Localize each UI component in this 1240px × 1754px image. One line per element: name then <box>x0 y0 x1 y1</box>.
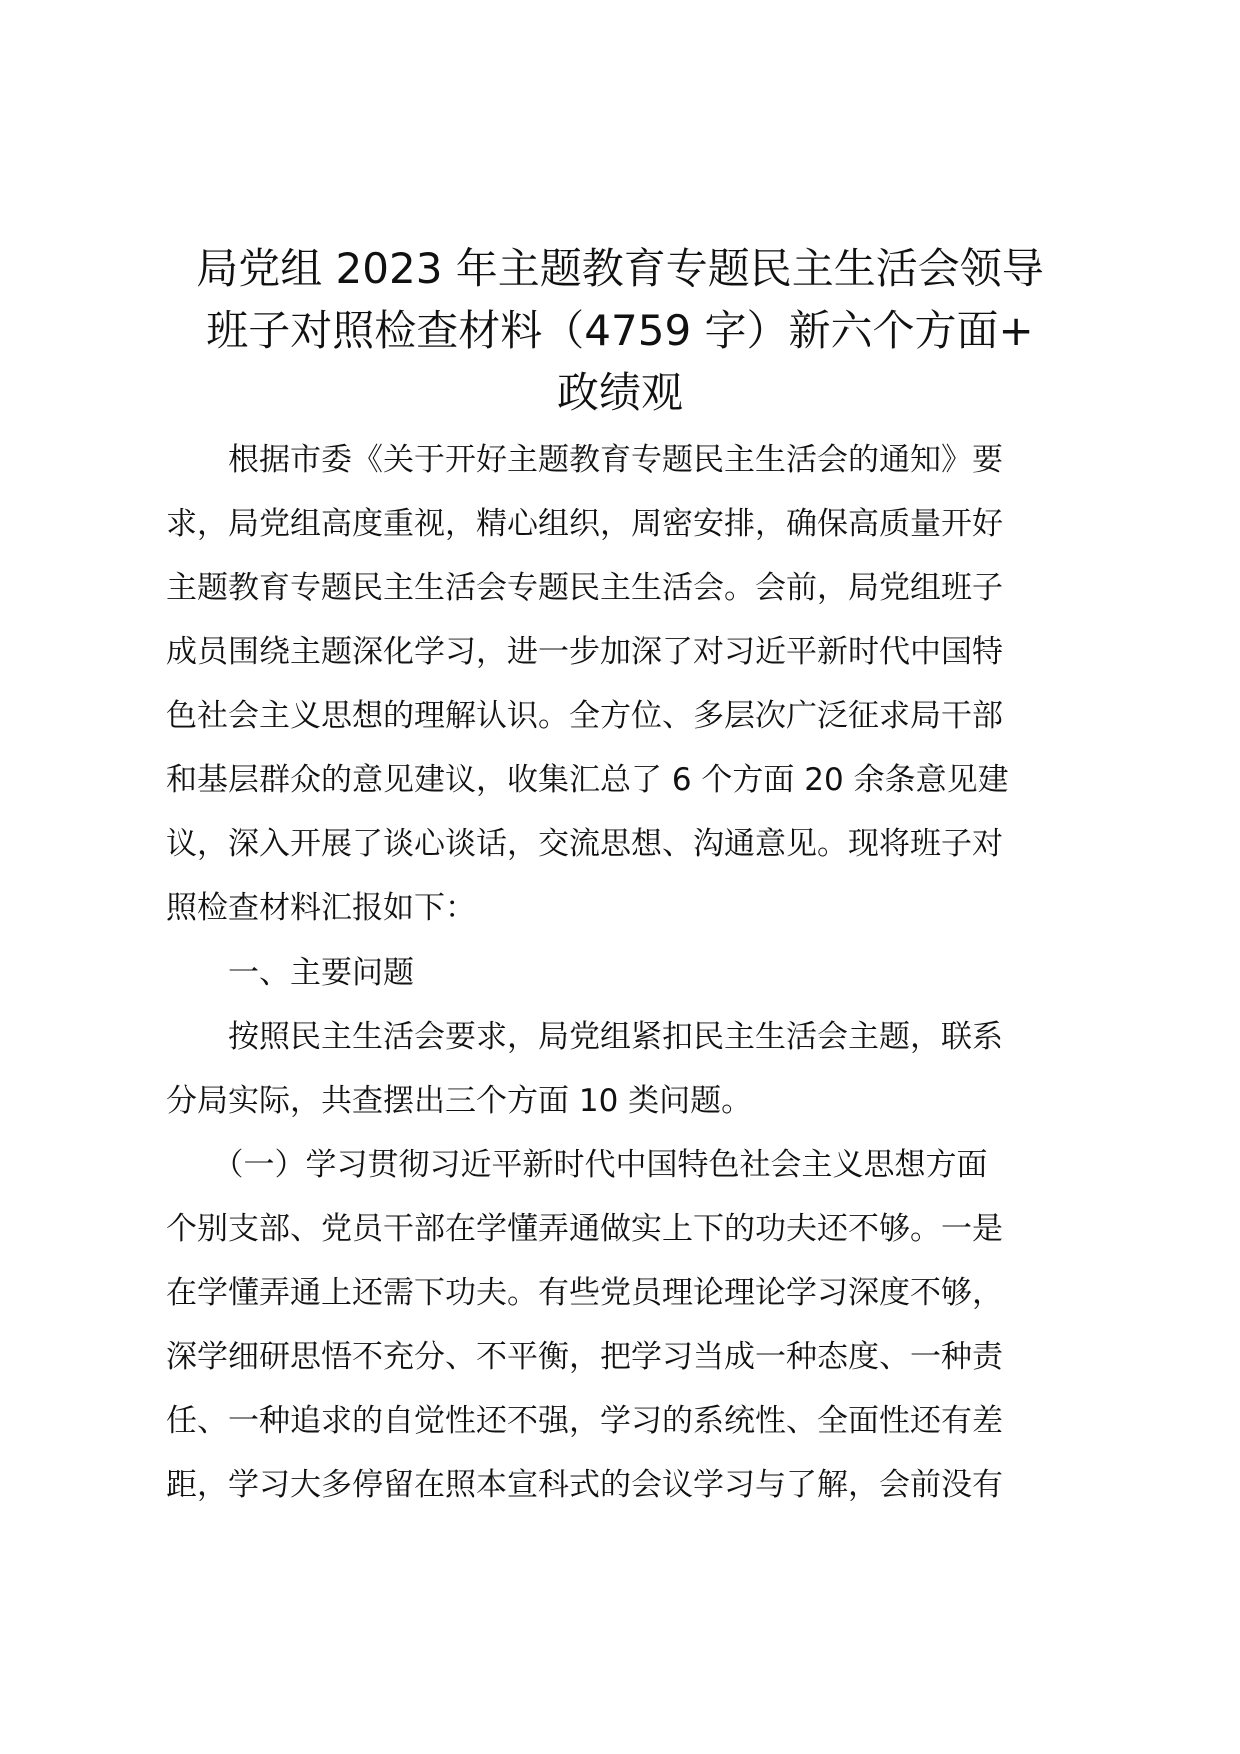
body-line: 个别支部、党员干部在学懂弄通做实上下的功夫还不够。一是 <box>166 1211 1003 1247</box>
body-line: 成员围绕主题深化学习，进一步加深了对习近平新时代中国特 <box>166 634 1003 670</box>
body-line: 主题教育专题民主生活会专题民主生活会。会前，局党组班子 <box>166 570 1003 606</box>
title-line-2: 班子对照检查材料（4759 字）新六个方面+ <box>206 306 1034 355</box>
section-heading: 一、主要问题 <box>166 955 414 991</box>
title-line-1: 局党组 2023 年主题教育专题民主生活会领导 <box>196 244 1044 293</box>
body-line: 在学懂弄通上还需下功夫。有些党员理论理论学习深度不够， <box>166 1275 1003 1311</box>
body-line: 深学细研思悟不充分、不平衡，把学习当成一种态度、一种责 <box>166 1339 1003 1375</box>
body-line: 任、一种追求的自觉性还不强，学习的系统性、全面性还有差 <box>166 1403 1003 1439</box>
body-line: 议，深入开展了谈心谈话，交流思想、沟通意见。现将班子对 <box>166 826 1003 862</box>
body-line: 分局实际，共查摆出三个方面 10 类问题。 <box>166 1083 753 1119</box>
body-line: 根据市委《关于开好主题教育专题民主生活会的通知》要 <box>166 442 1003 478</box>
body-line: 按照民主生活会要求，局党组紧扣民主生活会主题，联系 <box>166 1019 1003 1055</box>
title-line-3: 政绩观 <box>556 368 683 417</box>
body-line: 距，学习大多停留在照本宣科式的会议学习与了解，会前没有 <box>166 1467 1003 1503</box>
body-line: 色社会主义思想的理解认识。全方位、多层次广泛征求局干部 <box>166 698 1003 734</box>
body-line: 求，局党组高度重视，精心组织，周密安排，确保高质量开好 <box>166 506 1003 542</box>
body-line: 和基层群众的意见建议，收集汇总了 6 个方面 20 余条意见建 <box>166 762 1009 798</box>
document-title <box>160 238 1080 424</box>
subsection-heading: （一）学习贯彻习近平新时代中国特色社会主义思想方面 <box>166 1147 988 1183</box>
body-line: 照检查材料汇报如下： <box>166 890 476 926</box>
